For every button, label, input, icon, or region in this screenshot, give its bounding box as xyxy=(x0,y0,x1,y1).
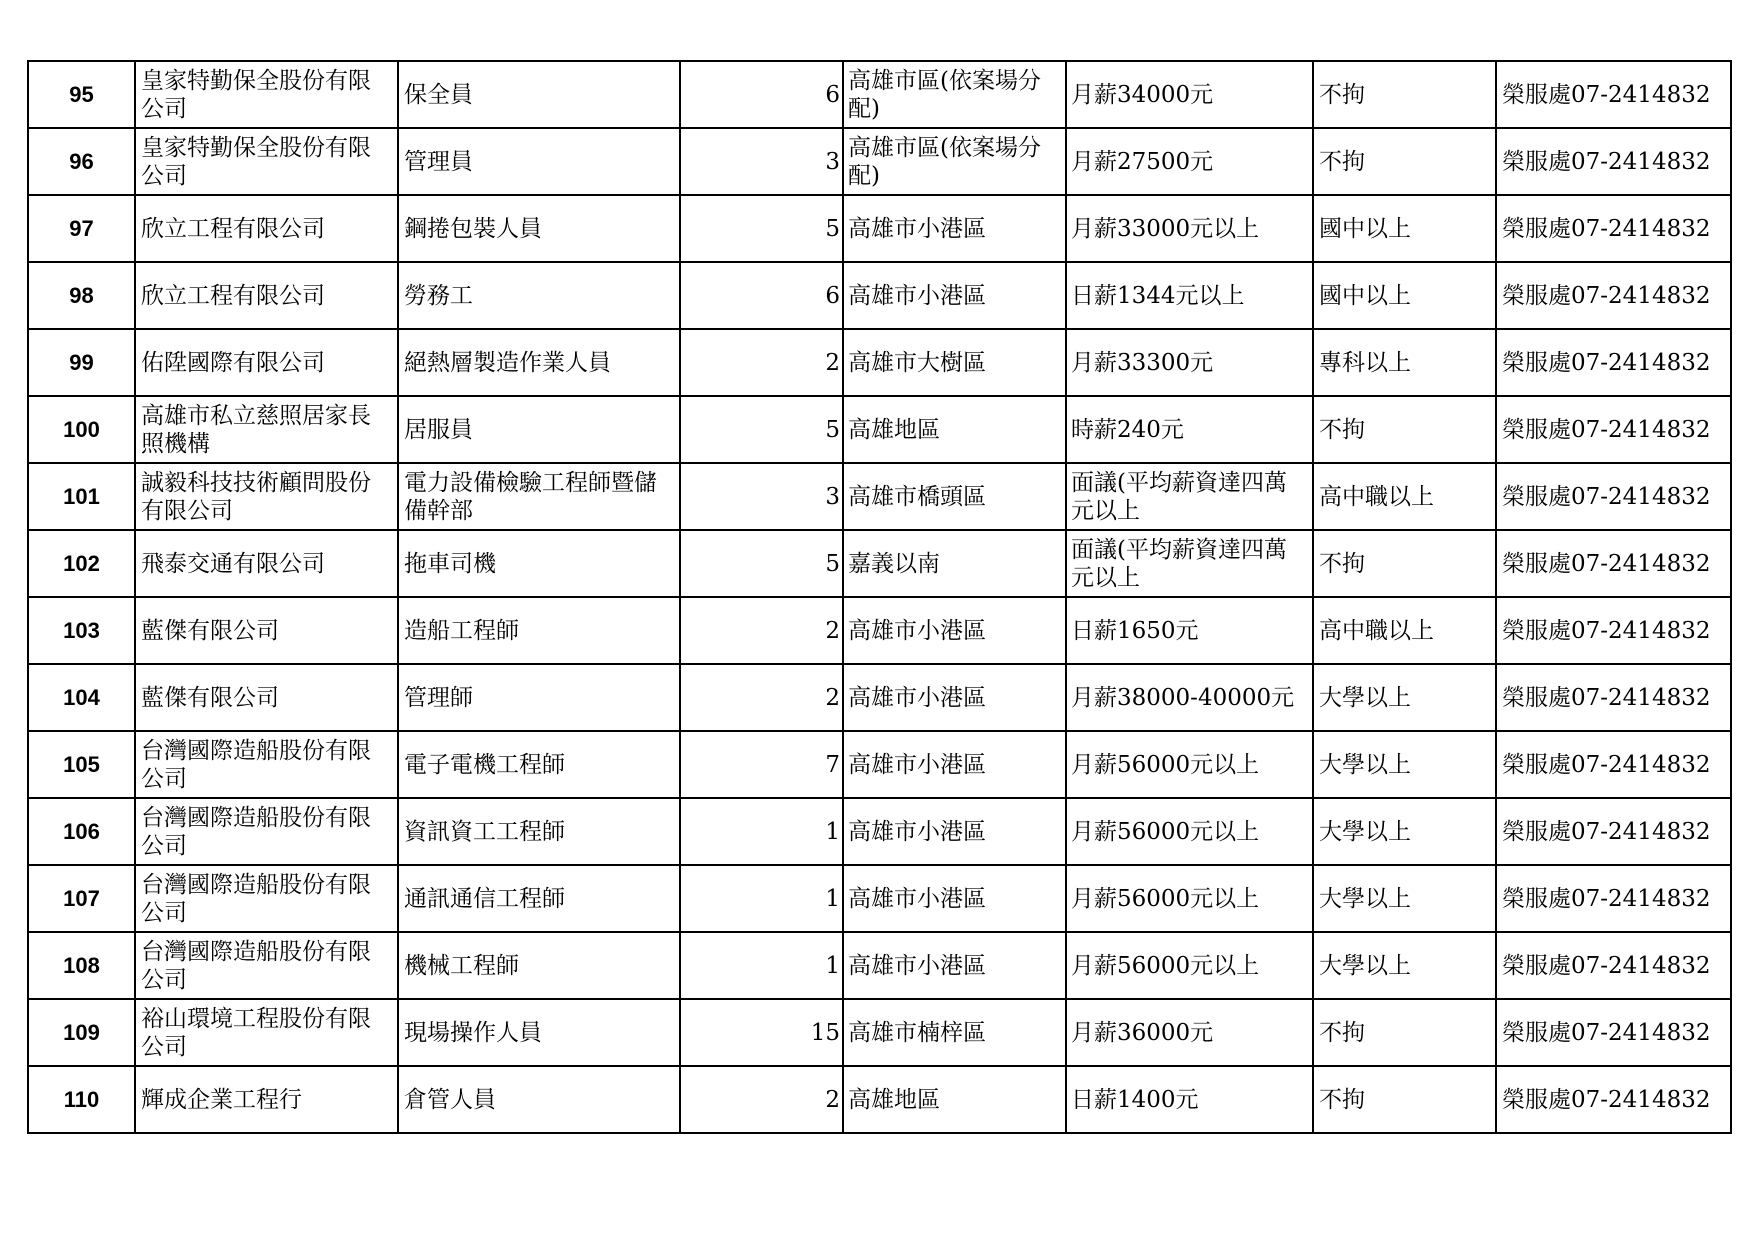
education-requirement-cell: 專科以上 xyxy=(1313,329,1496,396)
job-title-cell: 管理員 xyxy=(398,128,680,195)
row-number-cell: 101 xyxy=(28,463,135,530)
company-name-cell: 藍傑有限公司 xyxy=(135,597,398,664)
salary-cell: 月薪38000-40000元 xyxy=(1066,664,1313,731)
education-requirement-cell: 大學以上 xyxy=(1313,731,1496,798)
openings-count-cell: 6 xyxy=(680,61,843,128)
work-location-cell: 高雄市小港區 xyxy=(843,597,1066,664)
company-name-cell: 佑陞國際有限公司 xyxy=(135,329,398,396)
table-row xyxy=(28,262,1731,329)
row-number-cell: 104 xyxy=(28,664,135,731)
work-location-cell: 高雄市區(依案場分配) xyxy=(843,128,1066,195)
table-row xyxy=(28,597,1731,664)
row-number-cell: 95 xyxy=(28,61,135,128)
salary-cell: 月薪34000元 xyxy=(1066,61,1313,128)
salary-cell: 月薪36000元 xyxy=(1066,999,1313,1066)
salary-cell: 日薪1400元 xyxy=(1066,1066,1313,1133)
education-requirement-cell: 不拘 xyxy=(1313,999,1496,1066)
salary-cell: 日薪1344元以上 xyxy=(1066,262,1313,329)
company-name-cell: 皇家特勤保全股份有限公司 xyxy=(135,61,398,128)
company-name-cell: 欣立工程有限公司 xyxy=(135,195,398,262)
job-title-cell: 管理師 xyxy=(398,664,680,731)
job-title-cell: 勞務工 xyxy=(398,262,680,329)
table-row xyxy=(28,396,1731,463)
row-number-cell: 100 xyxy=(28,396,135,463)
contact-cell: 榮服處07-2414832 xyxy=(1496,262,1731,329)
openings-count-cell: 2 xyxy=(680,597,843,664)
work-location-cell: 高雄地區 xyxy=(843,396,1066,463)
row-number-cell: 98 xyxy=(28,262,135,329)
job-listing-table xyxy=(27,60,1732,1134)
work-location-cell: 高雄市小港區 xyxy=(843,731,1066,798)
work-location-cell: 高雄市橋頭區 xyxy=(843,463,1066,530)
contact-cell: 榮服處07-2414832 xyxy=(1496,463,1731,530)
work-location-cell: 高雄市大樹區 xyxy=(843,329,1066,396)
education-requirement-cell: 高中職以上 xyxy=(1313,597,1496,664)
company-name-cell: 台灣國際造船股份有限公司 xyxy=(135,932,398,999)
openings-count-cell: 7 xyxy=(680,731,843,798)
work-location-cell: 高雄市楠梓區 xyxy=(843,999,1066,1066)
education-requirement-cell: 不拘 xyxy=(1313,61,1496,128)
table-row xyxy=(28,128,1731,195)
row-number-cell: 106 xyxy=(28,798,135,865)
work-location-cell: 嘉義以南 xyxy=(843,530,1066,597)
work-location-cell: 高雄地區 xyxy=(843,1066,1066,1133)
contact-cell: 榮服處07-2414832 xyxy=(1496,1066,1731,1133)
work-location-cell: 高雄市區(依案場分配) xyxy=(843,61,1066,128)
contact-cell: 榮服處07-2414832 xyxy=(1496,329,1731,396)
contact-cell: 榮服處07-2414832 xyxy=(1496,195,1731,262)
job-title-cell: 居服員 xyxy=(398,396,680,463)
salary-cell: 面議(平均薪資達四萬元以上 xyxy=(1066,530,1313,597)
job-title-cell: 倉管人員 xyxy=(398,1066,680,1133)
salary-cell: 月薪33300元 xyxy=(1066,329,1313,396)
company-name-cell: 高雄市私立慈照居家長照機構 xyxy=(135,396,398,463)
education-requirement-cell: 不拘 xyxy=(1313,128,1496,195)
row-number-cell: 108 xyxy=(28,932,135,999)
table-row xyxy=(28,999,1731,1066)
table-row xyxy=(28,530,1731,597)
salary-cell: 時薪240元 xyxy=(1066,396,1313,463)
openings-count-cell: 2 xyxy=(680,329,843,396)
table-row xyxy=(28,664,1731,731)
salary-cell: 日薪1650元 xyxy=(1066,597,1313,664)
salary-cell: 月薪33000元以上 xyxy=(1066,195,1313,262)
work-location-cell: 高雄市小港區 xyxy=(843,664,1066,731)
row-number-cell: 110 xyxy=(28,1066,135,1133)
work-location-cell: 高雄市小港區 xyxy=(843,262,1066,329)
row-number-cell: 96 xyxy=(28,128,135,195)
table-row xyxy=(28,61,1731,128)
openings-count-cell: 1 xyxy=(680,932,843,999)
work-location-cell: 高雄市小港區 xyxy=(843,932,1066,999)
openings-count-cell: 1 xyxy=(680,865,843,932)
company-name-cell: 台灣國際造船股份有限公司 xyxy=(135,865,398,932)
company-name-cell: 皇家特勤保全股份有限公司 xyxy=(135,128,398,195)
education-requirement-cell: 不拘 xyxy=(1313,530,1496,597)
table-row xyxy=(28,329,1731,396)
work-location-cell: 高雄市小港區 xyxy=(843,195,1066,262)
contact-cell: 榮服處07-2414832 xyxy=(1496,664,1731,731)
contact-cell: 榮服處07-2414832 xyxy=(1496,530,1731,597)
table-row xyxy=(28,865,1731,932)
table-row xyxy=(28,1066,1731,1133)
table-row xyxy=(28,798,1731,865)
job-title-cell: 鋼捲包裝人員 xyxy=(398,195,680,262)
education-requirement-cell: 高中職以上 xyxy=(1313,463,1496,530)
job-title-cell: 現場操作人員 xyxy=(398,999,680,1066)
salary-cell: 月薪56000元以上 xyxy=(1066,798,1313,865)
salary-cell: 月薪56000元以上 xyxy=(1066,865,1313,932)
contact-cell: 榮服處07-2414832 xyxy=(1496,396,1731,463)
openings-count-cell: 1 xyxy=(680,798,843,865)
work-location-cell: 高雄市小港區 xyxy=(843,798,1066,865)
contact-cell: 榮服處07-2414832 xyxy=(1496,597,1731,664)
job-title-cell: 保全員 xyxy=(398,61,680,128)
job-title-cell: 通訊通信工程師 xyxy=(398,865,680,932)
contact-cell: 榮服處07-2414832 xyxy=(1496,128,1731,195)
openings-count-cell: 5 xyxy=(680,530,843,597)
education-requirement-cell: 不拘 xyxy=(1313,1066,1496,1133)
contact-cell: 榮服處07-2414832 xyxy=(1496,61,1731,128)
education-requirement-cell: 不拘 xyxy=(1313,396,1496,463)
company-name-cell: 藍傑有限公司 xyxy=(135,664,398,731)
company-name-cell: 欣立工程有限公司 xyxy=(135,262,398,329)
job-title-cell: 絕熱層製造作業人員 xyxy=(398,329,680,396)
contact-cell: 榮服處07-2414832 xyxy=(1496,999,1731,1066)
table-row xyxy=(28,195,1731,262)
education-requirement-cell: 大學以上 xyxy=(1313,664,1496,731)
row-number-cell: 97 xyxy=(28,195,135,262)
openings-count-cell: 15 xyxy=(680,999,843,1066)
job-title-cell: 電力設備檢驗工程師暨儲備幹部 xyxy=(398,463,680,530)
contact-cell: 榮服處07-2414832 xyxy=(1496,865,1731,932)
openings-count-cell: 5 xyxy=(680,396,843,463)
education-requirement-cell: 大學以上 xyxy=(1313,865,1496,932)
company-name-cell: 台灣國際造船股份有限公司 xyxy=(135,798,398,865)
table-row xyxy=(28,731,1731,798)
job-table-body xyxy=(28,61,1731,1133)
education-requirement-cell: 國中以上 xyxy=(1313,262,1496,329)
table-row xyxy=(28,463,1731,530)
row-number-cell: 102 xyxy=(28,530,135,597)
salary-cell: 面議(平均薪資達四萬元以上 xyxy=(1066,463,1313,530)
contact-cell: 榮服處07-2414832 xyxy=(1496,798,1731,865)
openings-count-cell: 5 xyxy=(680,195,843,262)
company-name-cell: 誠毅科技技術顧問股份有限公司 xyxy=(135,463,398,530)
education-requirement-cell: 大學以上 xyxy=(1313,932,1496,999)
job-title-cell: 資訊資工工程師 xyxy=(398,798,680,865)
company-name-cell: 輝成企業工程行 xyxy=(135,1066,398,1133)
row-number-cell: 99 xyxy=(28,329,135,396)
row-number-cell: 103 xyxy=(28,597,135,664)
job-title-cell: 機械工程師 xyxy=(398,932,680,999)
contact-cell: 榮服處07-2414832 xyxy=(1496,731,1731,798)
openings-count-cell: 3 xyxy=(680,463,843,530)
education-requirement-cell: 大學以上 xyxy=(1313,798,1496,865)
salary-cell: 月薪56000元以上 xyxy=(1066,731,1313,798)
salary-cell: 月薪56000元以上 xyxy=(1066,932,1313,999)
company-name-cell: 台灣國際造船股份有限公司 xyxy=(135,731,398,798)
education-requirement-cell: 國中以上 xyxy=(1313,195,1496,262)
work-location-cell: 高雄市小港區 xyxy=(843,865,1066,932)
openings-count-cell: 3 xyxy=(680,128,843,195)
row-number-cell: 109 xyxy=(28,999,135,1066)
company-name-cell: 裕山環境工程股份有限公司 xyxy=(135,999,398,1066)
openings-count-cell: 2 xyxy=(680,1066,843,1133)
openings-count-cell: 2 xyxy=(680,664,843,731)
salary-cell: 月薪27500元 xyxy=(1066,128,1313,195)
job-title-cell: 電子電機工程師 xyxy=(398,731,680,798)
openings-count-cell: 6 xyxy=(680,262,843,329)
job-title-cell: 造船工程師 xyxy=(398,597,680,664)
table-row xyxy=(28,932,1731,999)
row-number-cell: 107 xyxy=(28,865,135,932)
job-title-cell: 拖車司機 xyxy=(398,530,680,597)
row-number-cell: 105 xyxy=(28,731,135,798)
contact-cell: 榮服處07-2414832 xyxy=(1496,932,1731,999)
company-name-cell: 飛泰交通有限公司 xyxy=(135,530,398,597)
